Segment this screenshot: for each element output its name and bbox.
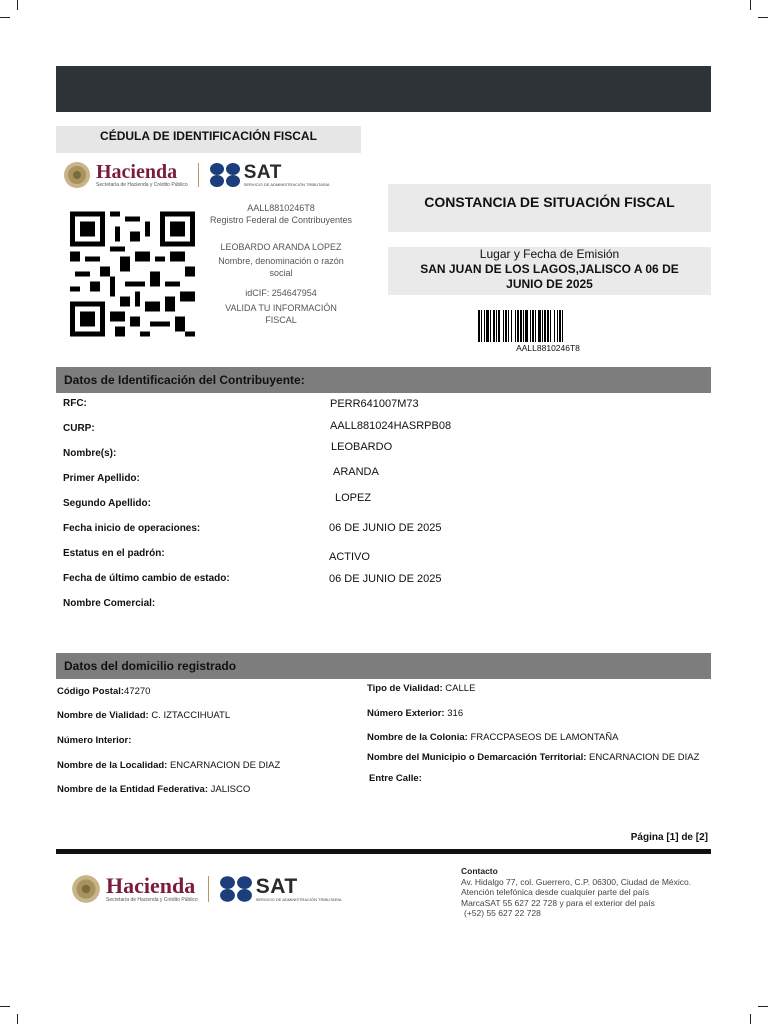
constancia-title: CONSTANCIA DE SITUACIÓN FISCAL	[388, 184, 711, 232]
domicilio-codigo-postal	[57, 686, 150, 697]
barcode-bar	[493, 310, 495, 342]
barcode-bar	[478, 310, 480, 342]
crop-mark	[0, 17, 10, 18]
crop-mark	[750, 0, 751, 10]
rfc-code: AALL8810246T8	[247, 203, 315, 213]
qr-code	[70, 210, 195, 338]
crop-mark	[758, 17, 768, 18]
sat-wordmark: SAT	[255, 875, 298, 898]
value-segundo-apellido: LOPEZ	[335, 492, 372, 504]
section-domicilio: Datos del domicilio registrado	[56, 653, 711, 679]
codigo-postal-value: 47270	[124, 686, 151, 697]
contact-line: (+52) 55 627 22 728	[464, 908, 541, 918]
label-curp: CURP:	[63, 423, 95, 434]
document-top-bar	[56, 66, 711, 112]
barcode-bar	[486, 310, 489, 342]
sat-subtitle: SERVICIO DE ADMINISTRACIÓN TRIBUTARIA	[243, 182, 330, 187]
footer-logos	[70, 873, 342, 905]
barcode-bar	[520, 310, 522, 342]
barcode-bar	[508, 310, 509, 342]
numero-interior-label: Número Interior:	[57, 735, 132, 746]
value-fecha-cambio: 06 DE JUNIO DE 2025	[329, 573, 442, 585]
lugar-fecha-box	[388, 247, 711, 295]
name-caption-line-2: social	[269, 268, 293, 278]
lugar-fecha-line-2: JUNIO DE 2025	[506, 277, 593, 291]
label-rfc: RFC:	[63, 398, 87, 409]
contact-line: MarcaSAT 55 627 22 728 y para el exterior del país	[461, 897, 655, 908]
colonia-value: FRACCPASEOS DE LAMONTAÑA	[467, 732, 619, 743]
name-caption-line-1: Nombre, denominación o razón	[218, 256, 344, 266]
contact-line: Av. Hidalgo 77, col. Guerrero, C.P. 06300, Ciudad de México.	[461, 876, 692, 887]
page-indicator: Página [1] de [2]	[630, 832, 708, 843]
contact-title: Contacto	[461, 866, 498, 876]
barcode-bar	[542, 310, 543, 342]
barcode-bar	[505, 310, 507, 342]
value-fecha-inicio: 06 DE JUNIO DE 2025	[329, 522, 442, 534]
barcode-bar	[557, 310, 558, 342]
barcode-bar	[535, 310, 536, 342]
localidad-value: ENCARNACION DE DIAZ	[167, 760, 281, 771]
barcode-bar	[562, 310, 563, 342]
logo-divider	[198, 163, 199, 187]
barcode-bar	[517, 310, 519, 342]
localidad-label: Nombre de la Localidad:	[57, 760, 168, 771]
barcode-bar	[498, 310, 500, 342]
domicilio-colonia	[367, 732, 618, 743]
logo-divider	[208, 876, 209, 902]
crop-mark	[17, 1014, 18, 1024]
barcode-bar	[554, 310, 555, 342]
barcode-text: AALL8810246T8	[516, 343, 580, 353]
municipio-value: ENCARNACION DE DIAZ	[586, 752, 700, 763]
sat-logo-icon	[219, 874, 253, 904]
contact-block	[461, 866, 691, 919]
valida-line-1: VALIDA TU INFORMACIÓN	[225, 303, 337, 313]
label-nombre-comercial: Nombre Comercial:	[63, 598, 156, 609]
barcode-bar	[481, 310, 482, 342]
sat-logo-icon	[209, 162, 241, 188]
idcif: idCIF: 254647954	[245, 288, 317, 298]
barcode-bar	[523, 310, 524, 342]
barcode-bar	[559, 310, 561, 342]
barcode-bar	[490, 310, 491, 342]
cedula-title: CÉDULA DE IDENTIFICACIÓN FISCAL	[56, 126, 361, 153]
colonia-label: Nombre de la Colonia:	[367, 732, 468, 743]
numero-exterior-value: 316	[444, 708, 464, 719]
label-fecha-inicio: Fecha inicio de operaciones:	[63, 523, 201, 534]
crop-mark	[0, 1006, 10, 1007]
lugar-fecha-label: Lugar y Fecha de Emisión	[479, 247, 620, 261]
taxpayer-name: LEOBARDO ARANDA LOPEZ	[220, 242, 342, 252]
hacienda-subtitle: Secretaría de Hacienda y Crédito Público	[106, 897, 198, 903]
vialidad-label: Nombre de Vialidad:	[57, 710, 149, 721]
domicilio-municipio	[367, 752, 699, 763]
barcode-bar	[515, 310, 516, 342]
barcode	[478, 310, 618, 342]
value-curp: AALL881024HASRPB08	[330, 420, 452, 432]
sat-wordmark: SAT	[243, 162, 282, 183]
codigo-postal-label: Código Postal:	[57, 686, 125, 697]
valida-line-2: FISCAL	[265, 315, 297, 325]
label-fecha-cambio: Fecha de último cambio de estado:	[63, 573, 230, 584]
tipo-vialidad-label: Tipo de Vialidad:	[367, 683, 443, 694]
label-nombres: Nombre(s):	[63, 448, 117, 459]
section-identificacion: Datos de Identificación del Contribuyente:	[56, 367, 711, 393]
hacienda-wordmark: Hacienda	[106, 873, 196, 898]
sat-subtitle: SERVICIO DE ADMINISTRACIÓN TRIBUTARIA	[255, 897, 342, 902]
label-segundo-apellido: Segundo Apellido:	[63, 498, 151, 509]
barcode-bar	[547, 310, 549, 342]
hacienda-wordmark: Hacienda	[96, 161, 178, 183]
crop-mark	[17, 0, 18, 10]
barcode-bar	[538, 310, 541, 342]
domicilio-numero-interior	[57, 735, 131, 746]
contact-line: Atención telefónica desde cualquier parte del país	[461, 887, 650, 897]
barcode-bar	[532, 310, 534, 342]
hacienda-seal-icon	[70, 873, 102, 905]
barcode-bar	[544, 310, 546, 342]
crop-mark	[758, 1006, 768, 1007]
numero-exterior-label: Número Exterior:	[367, 708, 445, 719]
entidad-label: Nombre de la Entidad Federativa:	[57, 784, 208, 795]
hacienda-subtitle: Secretaría de Hacienda y Crédito Público	[96, 182, 188, 188]
vialidad-value: C. IZTACCIHUATL	[148, 710, 231, 721]
domicilio-entre-calle	[369, 773, 422, 784]
domicilio-numero-exterior	[367, 708, 463, 719]
value-primer-apellido: ARANDA	[333, 466, 379, 478]
barcode-bar	[550, 310, 551, 342]
municipio-label: Nombre del Municipio o Demarcación Territorial:	[367, 752, 587, 763]
header-logos	[62, 160, 330, 190]
entre-calle-label: Entre Calle:	[369, 773, 422, 784]
label-estatus: Estatus en el padrón:	[63, 548, 165, 559]
entidad-value: JALISCO	[207, 784, 251, 795]
label-primer-apellido: Primer Apellido:	[63, 473, 140, 484]
domicilio-localidad	[57, 760, 280, 771]
crop-mark	[750, 1014, 751, 1024]
footer-bar	[56, 849, 711, 854]
barcode-bar	[511, 310, 512, 342]
barcode-bar	[484, 310, 485, 342]
hacienda-seal-icon	[62, 160, 92, 190]
value-rfc: PERR641007M73	[330, 398, 419, 410]
barcode-bar	[525, 310, 528, 342]
domicilio-vialidad	[57, 710, 230, 721]
domicilio-entidad	[57, 784, 250, 795]
tipo-vialidad-value: CALLE	[442, 683, 476, 694]
barcode-bar	[503, 310, 504, 342]
value-nombres: LEOBARDO	[331, 441, 393, 453]
barcode-bar	[496, 310, 497, 342]
lugar-fecha-line-1: SAN JUAN DE LOS LAGOS,JALISCO A 06 DE	[420, 262, 679, 276]
value-estatus: ACTIVO	[329, 551, 370, 563]
barcode-bar	[530, 310, 531, 342]
domicilio-tipo-vialidad	[367, 683, 475, 694]
rfc-caption: Registro Federal de Contribuyentes	[209, 215, 353, 225]
